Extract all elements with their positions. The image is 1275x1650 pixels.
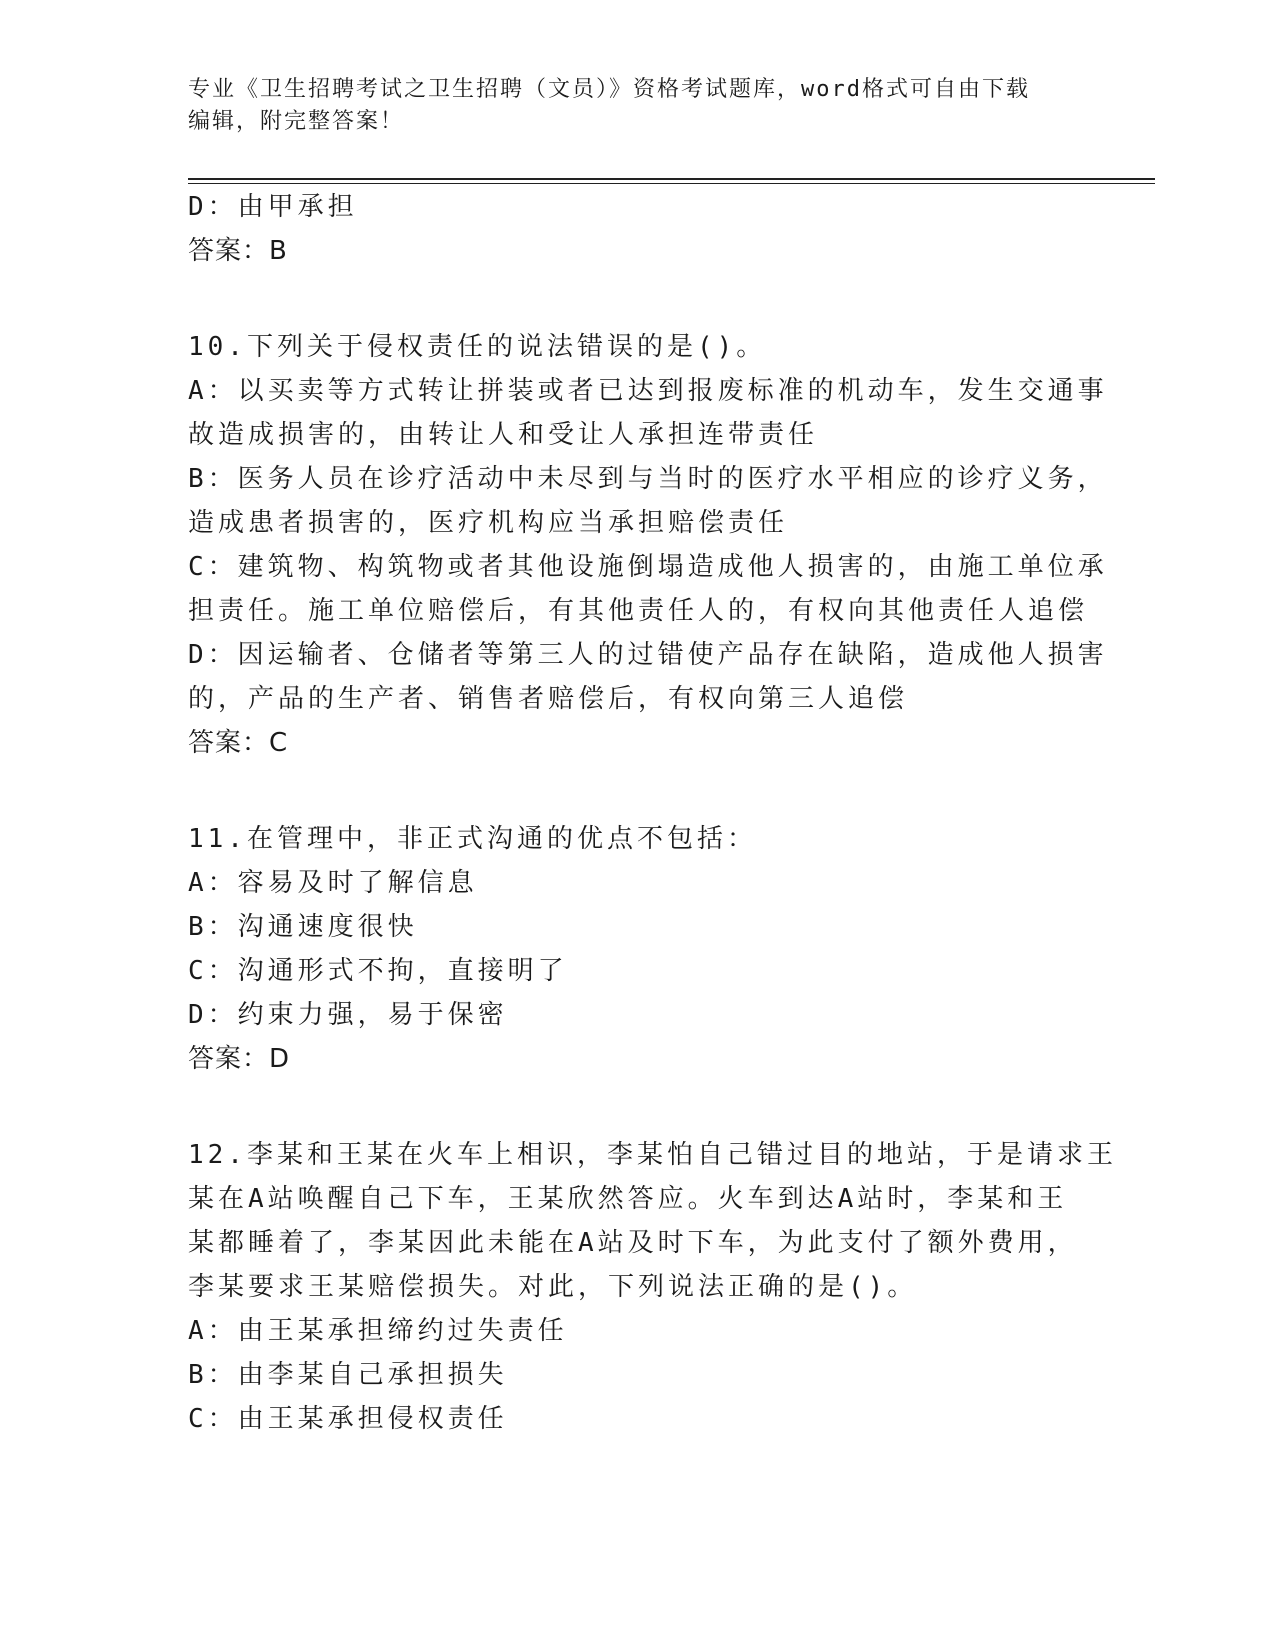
q12-stem-line1: 12.李某和王某在火车上相识，李某怕自己错过目的地站，于是请求王 — [188, 1140, 1117, 1170]
q10-option-c-line2: 担责任。施工单位赔偿后，有其他责任人的，有权向其他责任人追偿 — [188, 596, 1089, 626]
q11-option-c: C：沟通形式不拘，直接明了 — [188, 956, 568, 986]
q10-option-b-line2: 造成患者损害的，医疗机构应当承担赔偿责任 — [188, 508, 789, 538]
q11-option-a: A：容易及时了解信息 — [188, 868, 478, 898]
q11-option-d: D：约束力强，易于保密 — [188, 1000, 508, 1030]
q12-option-a: A：由王某承担缔约过失责任 — [188, 1316, 568, 1346]
header-line-2: 编辑，附完整答案！ — [188, 109, 405, 134]
q11-answer: 答案：D — [188, 1044, 291, 1074]
q10-option-d-line2: 的，产品的生产者、销售者赔偿后，有权向第三人追偿 — [188, 684, 909, 714]
document-header — [188, 74, 1088, 138]
q12-option-c: C：由王某承担侵权责任 — [188, 1404, 508, 1434]
prev-answer: 答案：B — [188, 236, 288, 266]
q10-option-c-line1: C：建筑物、构筑物或者其他设施倒塌造成他人损害的，由施工单位承 — [188, 552, 1108, 582]
q11-option-b: B：沟通速度很快 — [188, 912, 418, 942]
prev-option-d: D：由甲承担 — [188, 192, 358, 222]
q12-stem-line4: 李某要求王某赔偿损失。对此，下列说法正确的是()。 — [188, 1272, 918, 1302]
header-rule-thick — [188, 178, 1155, 180]
q10-option-a-line2: 故造成损害的，由转让人和受让人承担连带责任 — [188, 420, 819, 450]
q12-option-b: B：由李某自己承担损失 — [188, 1360, 508, 1390]
q12-stem-line2: 某在A站唤醒自己下车，王某欣然答应。火车到达A站时，李某和王 — [188, 1184, 1068, 1214]
q10-option-d-line1: D：因运输者、仓储者等第三人的过错使产品存在缺陷，造成他人损害 — [188, 640, 1108, 670]
header-rule-thin — [188, 183, 1155, 184]
header-line-1: 专业《卫生招聘考试之卫生招聘（文员）》资格考试题库，word格式可自由下载 — [188, 77, 1030, 102]
q10-option-a-line1: A：以买卖等方式转让拼装或者已达到报废标准的机动车，发生交通事 — [188, 376, 1108, 406]
q10-option-b-line1: B：医务人员在诊疗活动中未尽到与当时的医疗水平相应的诊疗义务， — [188, 464, 1108, 494]
q11-stem: 11.在管理中，非正式沟通的优点不包括： — [188, 824, 757, 854]
q12-stem-line3: 某都睡着了，李某因此未能在A站及时下车，为此支付了额外费用， — [188, 1228, 1078, 1258]
q10-stem: 10.下列关于侵权责任的说法错误的是()。 — [188, 332, 767, 362]
q10-answer: 答案：C — [188, 728, 289, 758]
